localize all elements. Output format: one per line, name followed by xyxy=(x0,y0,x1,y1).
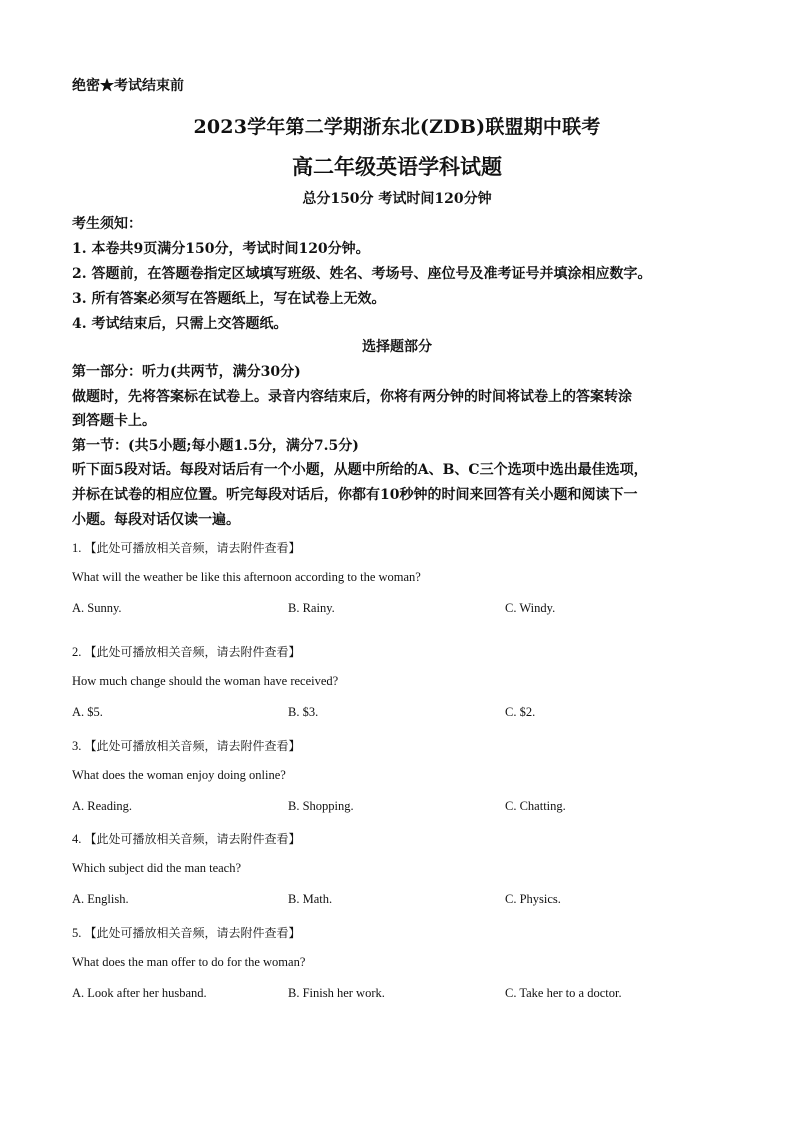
subsection-instruction: 听下面5段对话。每段对话后有一个小题，从题中所给的A、B、C三个选项中选出最佳选项， xyxy=(72,462,648,479)
question-text: Which subject did the man teach? xyxy=(72,861,242,875)
answer-options xyxy=(72,601,732,619)
exam-title: 2023学年第二学期浙东北(ZDB)联盟期中联考 xyxy=(193,116,601,138)
option-b: B. Math. xyxy=(288,892,333,906)
score-info: 总分150分 考试时间120分钟 xyxy=(302,191,492,207)
question-3 xyxy=(72,737,732,817)
option-a: A. Reading. xyxy=(72,799,133,813)
answer-options xyxy=(72,799,732,817)
question-5 xyxy=(72,924,732,1004)
option-a: A. Look after her husband. xyxy=(72,986,207,1000)
option-a: A. English. xyxy=(72,892,129,906)
question-4 xyxy=(72,830,732,910)
option-c: C. Take her to a doctor. xyxy=(505,986,622,1000)
exam-subtitle: 高二年级英语学科试题 xyxy=(292,154,502,179)
question-number: 5. xyxy=(72,926,82,940)
question-1 xyxy=(72,539,732,619)
part-title: 第一部分：听力(共两节，满分30分) xyxy=(72,364,301,380)
candidate-notice xyxy=(72,212,652,337)
part-instruction: 做题时，先将答案标在试卷上。录音内容结束后，你将有两分钟的时间将试卷上的答案转涂 xyxy=(72,388,632,405)
subsection-instruction: 并标在试卷的相应位置。听完每段对话后，你都有10秒钟的时间来回答有关小题和阅读下一 xyxy=(72,486,638,503)
question-number: 1. xyxy=(72,541,82,555)
question-2 xyxy=(72,643,732,723)
question-text: How much change should the woman have received? xyxy=(72,674,339,688)
listening-part xyxy=(72,360,732,532)
question-text: What will the weather be like this afternoon according to the woman? xyxy=(72,570,421,584)
question-number: 4. xyxy=(72,832,82,846)
question-text: What does the man offer to do for the woman? xyxy=(72,955,306,969)
option-a: A. Sunny. xyxy=(72,601,122,615)
option-b: B. $3. xyxy=(288,705,319,719)
notice-item: 2. 答题前，在答题卷指定区域填写班级、姓名、考场号、座位号及准考证号并填涂相应数字。 xyxy=(72,266,652,282)
subsection-instruction: 小题。每段对话仅读一遍。 xyxy=(72,511,240,528)
option-a: A. $5. xyxy=(72,705,103,719)
option-c: C. Chatting. xyxy=(505,799,566,813)
option-c: C. Physics. xyxy=(505,892,561,906)
notice-item: 1. 本卷共9页满分150分，考试时间120分钟。 xyxy=(72,241,370,257)
answer-options xyxy=(72,705,732,723)
question-number: 2. xyxy=(72,645,82,659)
notice-item: 4. 考试结束后，只需上交答题纸。 xyxy=(72,316,288,332)
subsection-title: 第一节：(共5小题;每小题1.5分，满分7.5分) xyxy=(72,437,359,454)
question-text: What does the woman enjoy doing online? xyxy=(72,768,286,782)
part-instruction: 到答题卡上。 xyxy=(72,413,156,430)
question-number: 3. xyxy=(72,739,82,753)
option-c: C. Windy. xyxy=(505,601,556,615)
answer-options xyxy=(72,986,732,1004)
audio-placeholder[interactable]: 【此处可播放相关音频，请去附件查看】 xyxy=(84,739,301,753)
audio-placeholder[interactable]: 【此处可播放相关音频，请去附件查看】 xyxy=(84,832,301,846)
answer-options xyxy=(72,892,732,910)
audio-placeholder[interactable]: 【此处可播放相关音频，请去附件查看】 xyxy=(84,541,301,555)
option-b: B. Rainy. xyxy=(288,601,335,615)
option-b: B. Finish her work. xyxy=(288,986,385,1000)
confidential-label: 绝密★考试结束前 xyxy=(72,78,184,94)
section-title: 选择题部分 xyxy=(362,339,432,355)
option-b: B. Shopping. xyxy=(288,799,354,813)
audio-placeholder[interactable]: 【此处可播放相关音频，请去附件查看】 xyxy=(84,926,301,940)
notice-item: 3. 所有答案必须写在答题纸上，写在试卷上无效。 xyxy=(72,291,386,307)
audio-placeholder[interactable]: 【此处可播放相关音频，请去附件查看】 xyxy=(84,645,301,659)
option-c: C. $2. xyxy=(505,705,536,719)
notice-heading: 考生须知： xyxy=(72,216,142,232)
